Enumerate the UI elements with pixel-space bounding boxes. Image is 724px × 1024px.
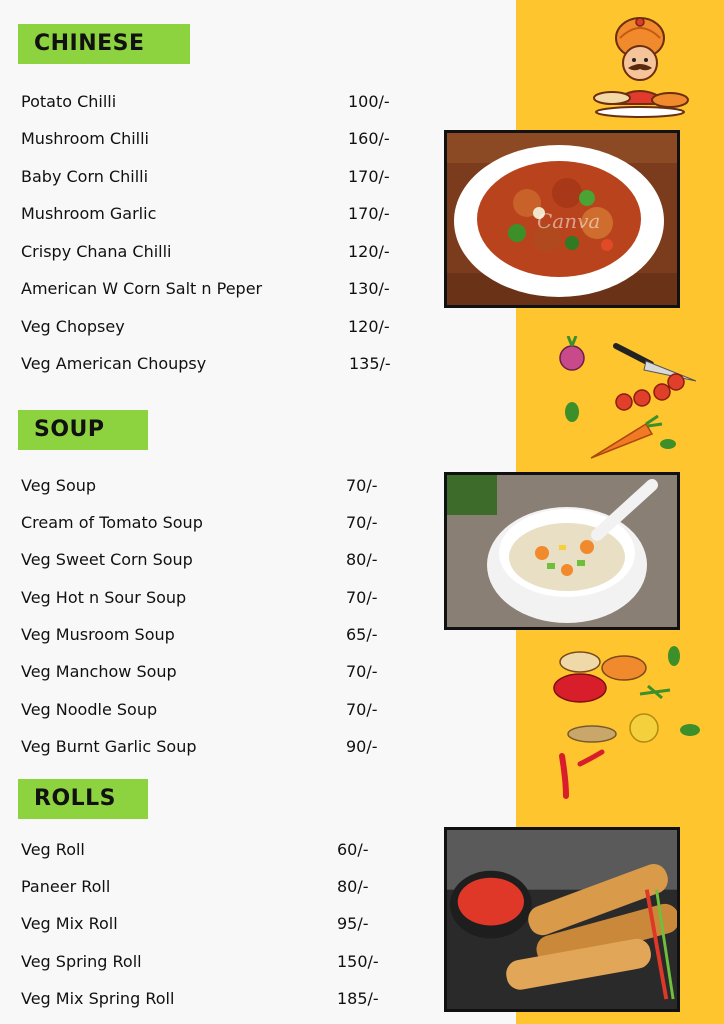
menu-item: [21, 550, 411, 576]
vegetables-illustration: [546, 336, 706, 464]
spices-illustration: [552, 646, 712, 802]
menu-item: [21, 129, 411, 155]
menu-item: [21, 513, 411, 539]
item-price: 170/-: [348, 204, 390, 223]
item-name: Veg Hot n Sour Soup: [21, 588, 187, 607]
item-price: 70/-: [346, 662, 378, 681]
menu-item: [21, 317, 411, 343]
item-name: American W Corn Salt n Peper: [21, 279, 263, 298]
item-name: Veg Musroom Soup: [21, 625, 175, 644]
menu-item: [21, 588, 411, 614]
menu-item: [21, 989, 411, 1015]
item-name: Veg Soup: [21, 476, 97, 495]
item-price: 80/-: [346, 550, 378, 569]
menu-item: [21, 877, 411, 903]
chef-illustration: [590, 8, 696, 120]
menu-item: [21, 242, 411, 268]
menu-item: [21, 662, 411, 688]
chilli-dish-photo: [444, 130, 680, 308]
veg-soup-photo: [444, 472, 680, 630]
watermark: Canva: [537, 209, 601, 233]
menu-item: [21, 625, 411, 651]
item-price: 60/-: [337, 840, 369, 859]
item-price: 100/-: [348, 92, 390, 111]
item-price: 90/-: [346, 737, 378, 756]
item-name: Crispy Chana Chilli: [21, 242, 172, 261]
item-name: Veg Sweet Corn Soup: [21, 550, 193, 569]
menu-item: [21, 167, 411, 193]
item-price: 130/-: [348, 279, 390, 298]
item-name: Veg Noodle Soup: [21, 700, 158, 719]
menu-item: [21, 476, 411, 502]
item-price: 170/-: [348, 167, 390, 186]
item-name: Veg Burnt Garlic Soup: [21, 737, 197, 756]
item-price: 95/-: [337, 914, 369, 933]
menu-item: [21, 279, 411, 305]
item-name: Baby Corn Chilli: [21, 167, 149, 186]
item-name: Veg Manchow Soup: [21, 662, 177, 681]
item-name: Cream of Tomato Soup: [21, 513, 203, 532]
item-price: 65/-: [346, 625, 378, 644]
menu-item: [21, 952, 411, 978]
menu-item: [21, 354, 411, 380]
item-name: Veg American Choupsy: [21, 354, 207, 373]
section-title-rolls: ROLLS: [18, 779, 148, 819]
item-price: 70/-: [346, 700, 378, 719]
item-name: Veg Roll: [21, 840, 85, 859]
section-title-chinese: CHINESE: [18, 24, 190, 64]
menu-item: [21, 700, 411, 726]
item-name: Veg Mix Roll: [21, 914, 118, 933]
menu-item: [21, 204, 411, 230]
item-price: 70/-: [346, 588, 378, 607]
item-name: Mushroom Garlic: [21, 204, 157, 223]
menu-item: [21, 840, 411, 866]
item-price: 185/-: [337, 989, 379, 1008]
spring-rolls-photo: [444, 827, 680, 1012]
item-name: Paneer Roll: [21, 877, 111, 896]
item-price: 70/-: [346, 513, 378, 532]
item-price: 80/-: [337, 877, 369, 896]
item-name: Veg Spring Roll: [21, 952, 142, 971]
item-price: 70/-: [346, 476, 378, 495]
item-name: Potato Chilli: [21, 92, 117, 111]
item-name: Veg Chopsey: [21, 317, 125, 336]
menu-item: [21, 92, 411, 118]
item-name: Mushroom Chilli: [21, 129, 149, 148]
item-price: 135/-: [349, 354, 391, 373]
item-price: 120/-: [348, 317, 390, 336]
item-name: Veg Mix Spring Roll: [21, 989, 175, 1008]
item-price: 160/-: [348, 129, 390, 148]
section-title-soup: SOUP: [18, 410, 148, 450]
item-price: 150/-: [337, 952, 379, 971]
menu-item: [21, 914, 411, 940]
item-price: 120/-: [348, 242, 390, 261]
menu-item: [21, 737, 411, 763]
